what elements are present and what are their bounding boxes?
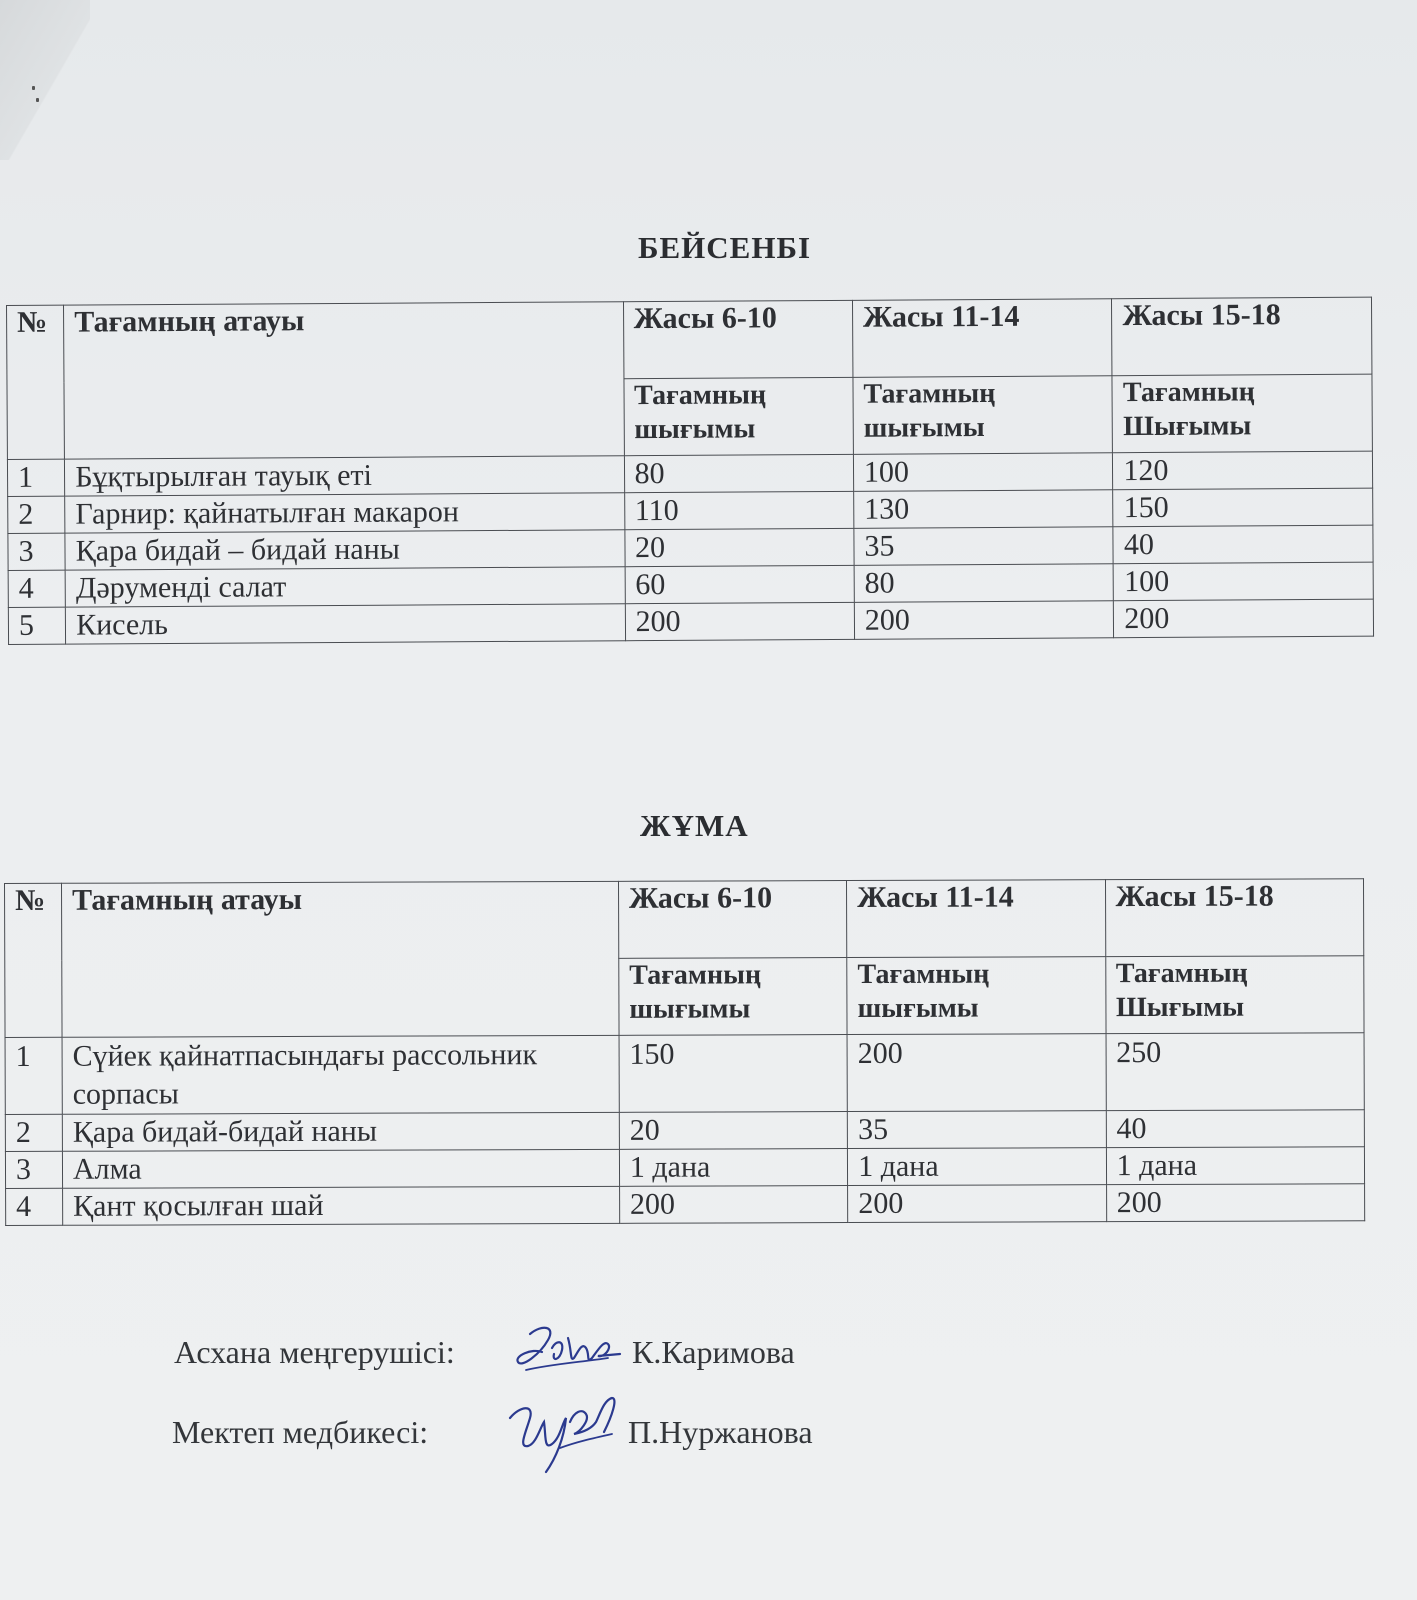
header-yield: Тағамның шығымы <box>619 958 848 1036</box>
header-age-group: Жасы 15-18 <box>1112 297 1372 376</box>
header-yield: Тағамның шығымы <box>624 377 854 455</box>
row-number: 3 <box>8 533 65 570</box>
table-row <box>5 1033 1364 1115</box>
yield-value: 40 <box>1113 525 1373 564</box>
table-header-row <box>5 879 1364 961</box>
dish-name: Қант қосылған шай <box>63 1186 620 1225</box>
paper-speck <box>32 86 35 90</box>
dish-name: Дәруменді салат <box>65 567 625 607</box>
dish-name: Кисель <box>66 604 626 644</box>
row-number: 1 <box>7 459 64 496</box>
header-age-group: Жасы 15-18 <box>1105 879 1364 957</box>
header-yield: Тағамның шығымы <box>847 957 1106 1035</box>
yield-value: 130 <box>854 490 1114 529</box>
thursday-title: БЕЙСЕНБІ <box>638 230 812 265</box>
yield-value: 150 <box>619 1035 848 1113</box>
row-number: 2 <box>5 1114 62 1151</box>
yield-value: 20 <box>624 528 854 566</box>
header-number: № <box>7 305 65 459</box>
yield-value: 1 дана <box>619 1149 847 1187</box>
canteen-head-name: К.Каримова <box>632 1334 795 1370</box>
table-row <box>8 599 1373 644</box>
yield-value: 20 <box>619 1112 847 1150</box>
yield-value: 100 <box>853 453 1113 492</box>
row-number: 4 <box>8 570 65 607</box>
yield-value: 200 <box>854 601 1114 640</box>
yield-value: 200 <box>625 602 855 640</box>
friday-menu-table <box>4 878 1365 1226</box>
yield-value: 35 <box>847 1111 1106 1149</box>
yield-value: 200 <box>1106 1184 1365 1222</box>
dish-name: Гарнир: қайнатылған макарон <box>65 493 625 533</box>
friday-title: ЖҰМА <box>640 808 749 843</box>
header-yield: Тағамның Шығымы <box>1105 956 1364 1034</box>
header-dish-name: Тағамның атауы <box>64 302 624 459</box>
table-header-row <box>7 297 1372 382</box>
page-corner-shadow <box>0 0 90 160</box>
table-row <box>5 1110 1364 1152</box>
yield-value: 150 <box>1113 488 1373 527</box>
dish-name: Бұқтырылған тауық еті <box>65 456 625 496</box>
dish-name: Қара бидай-бидай наны <box>62 1112 619 1151</box>
yield-value: 200 <box>619 1186 847 1224</box>
yield-value: 110 <box>624 491 854 529</box>
header-age-group: Жасы 11-14 <box>847 880 1106 958</box>
dish-name: Қара бидай – бидай наны <box>65 530 625 570</box>
yield-value: 80 <box>624 454 854 492</box>
row-number: 2 <box>8 496 65 533</box>
yield-value: 60 <box>625 565 855 603</box>
row-number: 4 <box>6 1188 63 1225</box>
paper-speck <box>36 98 39 102</box>
yield-value: 35 <box>854 527 1114 566</box>
yield-value: 1 дана <box>1106 1147 1365 1185</box>
yield-value: 1 дана <box>848 1148 1107 1186</box>
yield-value: 100 <box>1114 562 1374 601</box>
row-number: 5 <box>8 607 65 644</box>
header-number: № <box>5 883 63 1037</box>
school-nurse-name: П.Нуржанова <box>628 1414 813 1450</box>
table-row <box>5 1147 1364 1189</box>
yield-value: 200 <box>847 1034 1106 1112</box>
yield-value: 200 <box>1114 599 1374 638</box>
row-number: 1 <box>5 1037 62 1114</box>
school-nurse-signature <box>500 1388 630 1478</box>
header-age-group: Жасы 6-10 <box>618 881 847 959</box>
yield-value: 250 <box>1106 1033 1365 1111</box>
header-age-group: Жасы 6-10 <box>623 300 853 378</box>
canteen-head-signature <box>512 1318 622 1382</box>
table-row <box>6 1184 1365 1226</box>
thursday-menu-table <box>6 297 1374 645</box>
dish-name: Сүйек қайнатпасындағы рассольник сорпасы <box>62 1035 619 1114</box>
header-dish-name: Тағамның атауы <box>61 881 618 1037</box>
header-yield: Тағамның шығымы <box>853 376 1113 455</box>
row-number: 3 <box>5 1151 62 1188</box>
yield-value: 80 <box>854 564 1114 603</box>
canteen-head-role: Асхана меңгерушісі: <box>174 1334 455 1370</box>
header-yield: Тағамның Шығымы <box>1112 374 1372 453</box>
header-age-group: Жасы 11-14 <box>852 299 1112 378</box>
dish-name: Алма <box>62 1149 619 1188</box>
yield-value: 200 <box>848 1185 1107 1223</box>
school-nurse-role: Мектеп медбикесі: <box>172 1414 429 1450</box>
yield-value: 120 <box>1113 451 1373 490</box>
yield-value: 40 <box>1106 1110 1365 1148</box>
